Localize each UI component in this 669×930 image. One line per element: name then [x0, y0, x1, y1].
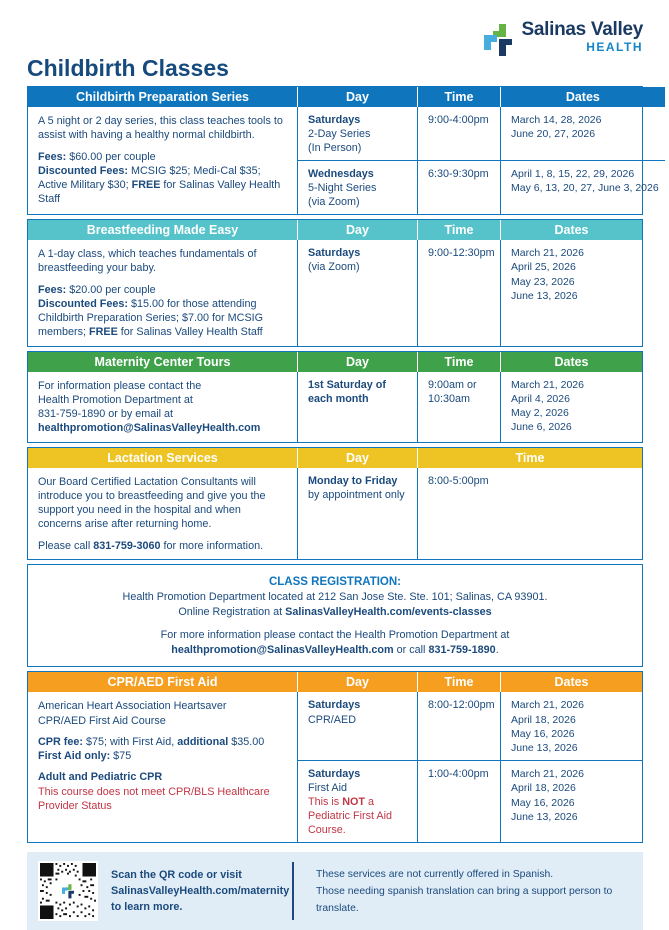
dates-cell	[500, 692, 642, 760]
section-title-lactation: Lactation Services	[28, 448, 297, 468]
call-suffix: for more information.	[160, 539, 264, 552]
day-cell	[297, 760, 417, 842]
cpr-warning-text: This course does not meet CPR/BLS Healthcare Provider Status	[38, 785, 270, 812]
registration-address: Health Promotion Department located at 212 San Jose Ste. Ste. 101; Salinas, CA 93901.	[122, 591, 548, 604]
column-header-time: Time	[417, 87, 500, 107]
warning-not: NOT	[342, 796, 365, 809]
registration-contact-line	[38, 643, 632, 658]
cpr-fee-mid: $75; with First Aid,	[83, 735, 178, 748]
section-childbirth-preparation	[27, 86, 659, 215]
registration-mid: or call	[393, 644, 429, 657]
class-description: CPR/AED First Aid Course	[38, 714, 166, 727]
pediatric-warning	[308, 795, 411, 837]
section-title-breastfeeding: Breastfeeding Made Easy	[28, 220, 297, 240]
section-description-cell	[28, 692, 297, 842]
date-line: June 13, 2026	[511, 289, 578, 302]
contact-line: Health Promotion Department at	[38, 393, 193, 406]
day-detail: by appointment only	[308, 488, 405, 501]
discounted-fees-label: Discounted Fees:	[38, 164, 128, 177]
fees-line	[38, 283, 287, 297]
time-cell: 9:00-4:00pm	[417, 107, 500, 160]
first-aid-label: First Aid only:	[38, 750, 111, 763]
column-header-day: Day	[297, 352, 417, 372]
cpr-note-block	[38, 770, 287, 813]
day-name: 1st Saturday of	[308, 378, 386, 391]
day-name: Wednesdays	[308, 168, 374, 181]
section-title-cpr: CPR/AED First Aid	[28, 672, 297, 692]
logo-wordmark	[522, 20, 644, 53]
time-cell: 8:00-12:00pm	[417, 692, 500, 760]
section-maternity-tours	[27, 351, 643, 443]
fees-value: $60.00 per couple	[66, 150, 156, 163]
day-detail: 2-Day Series	[308, 128, 371, 141]
call-prefix: Please call	[38, 539, 94, 552]
date-line: March 14, 28, 2026	[511, 114, 602, 126]
day-detail: CPR/AED	[308, 713, 356, 726]
day-cell	[297, 107, 417, 160]
section-cpr-first-aid	[27, 671, 643, 843]
cpr-fee-end: $35.00	[228, 735, 265, 748]
registration-heading: CLASS REGISTRATION:	[268, 575, 402, 588]
warning-prefix: This is	[308, 796, 343, 809]
column-header-time: Time	[417, 220, 500, 240]
day-name: Saturdays	[308, 114, 361, 126]
section-breastfeeding	[27, 219, 643, 347]
section-description-cell	[28, 107, 297, 214]
qr-caption	[111, 867, 290, 916]
spanish-note-line: Those needing spanish translation can bring a support person to translate.	[316, 885, 613, 914]
date-line: March 21, 2026	[511, 247, 584, 260]
column-header-day: Day	[297, 87, 417, 107]
day-cell	[297, 468, 417, 559]
page-header	[27, 18, 643, 86]
day-detail: 5-Night Series	[308, 182, 377, 195]
cpr-fee-line	[38, 735, 287, 749]
date-line: April 4, 2026	[511, 392, 570, 405]
day-cell	[297, 372, 417, 442]
day-name: Saturdays	[308, 768, 361, 781]
column-header-time: Time	[417, 352, 500, 372]
date-line: June 13, 2026	[511, 741, 578, 754]
column-header-dates: Dates	[500, 672, 642, 692]
column-header-dates: Dates	[500, 352, 642, 372]
date-line: June 13, 2026	[511, 810, 578, 823]
time-cell: 6:30-9:30pm	[417, 160, 500, 214]
maternity-url-link[interactable]: SalinasValleyHealth.com/maternity	[111, 885, 290, 898]
contact-email-link[interactable]: healthpromotion@SalinasValleyHealth.com	[38, 422, 261, 435]
section-description-cell	[28, 372, 297, 442]
first-aid-value: $75	[110, 750, 132, 763]
time-cell: 9:00am or 10:30am	[417, 372, 500, 442]
registration-link[interactable]: SalinasValleyHealth.com/events-classes	[285, 606, 492, 619]
fees-label: Fees:	[38, 283, 67, 296]
registration-email-link[interactable]: healthpromotion@SalinasValleyHealth.com	[171, 644, 394, 657]
discounted-fees-value: MCSIG $25; Medi-Cal $35; Active Military $30;	[38, 164, 261, 191]
qr-caption-line: Scan the QR code or visit	[111, 869, 242, 882]
section-title-maternity-tours: Maternity Center Tours	[28, 352, 297, 372]
page-title: Childbirth Classes	[27, 55, 229, 81]
adult-pediatric-line: Adult and Pediatric CPR	[38, 771, 163, 784]
qr-caption-line: to learn more.	[111, 901, 183, 914]
column-header-day: Day	[297, 448, 417, 468]
day-detail: (via Zoom)	[308, 196, 360, 209]
date-line: May 16, 2026	[511, 796, 575, 809]
date-line: May 16, 2026	[511, 727, 575, 740]
footer-banner	[27, 852, 643, 930]
spanish-note	[316, 866, 627, 917]
time-cell: 9:00-12:30pm	[417, 240, 500, 346]
registration-online-line	[38, 605, 632, 620]
contact-line: 831-759-1890 or by email at	[38, 408, 174, 421]
registration-info-line: For more information please contact the Health Promotion Department at	[160, 629, 510, 642]
first-aid-fee-line	[38, 749, 287, 763]
free-label: FREE	[131, 179, 161, 191]
fees-label: Fees:	[38, 150, 67, 163]
discounted-fees-value: $15.00 for those attending Childbirth Preparation Series; $7.00 for MCSIG members;	[38, 297, 264, 339]
section-title-childbirth-preparation: Childbirth Preparation Series	[28, 87, 297, 107]
date-line: June 6, 2026	[511, 421, 572, 434]
registration-phone: 831-759-1890	[428, 644, 496, 657]
class-registration-box	[27, 564, 643, 668]
spanish-note-line: These services are not currently offered in Spanish.	[316, 868, 554, 880]
discounted-fees-line	[38, 164, 287, 207]
cpr-fee-label: CPR fee:	[38, 735, 83, 748]
class-description: A 5 night or 2 day series, this class teaches tools to assist with having a healthy normal childbirth.	[38, 115, 283, 142]
date-line: April 18, 2026	[511, 713, 576, 726]
logo-cross-icon	[481, 22, 515, 58]
time-cell: 8:00-5:00pm	[417, 468, 642, 559]
class-description: Our Board Certified Lactation Consultants will introduce you to breastfeeding and give you the support you need in the hospital and when concerns arise after returning home.	[38, 475, 266, 531]
fees-line	[38, 150, 287, 164]
free-suffix: for Salinas Valley Health Staff	[38, 179, 281, 206]
registration-online-prefix: Online Registration at	[178, 606, 286, 619]
fees-block	[38, 283, 287, 340]
qr-code	[38, 861, 98, 921]
dates-cell	[500, 160, 665, 214]
column-header-day: Day	[297, 220, 417, 240]
call-line	[38, 539, 287, 553]
qr-code-icon	[40, 863, 96, 919]
cpr-fee-additional: additional	[177, 735, 229, 748]
column-header-dates: Dates	[500, 220, 642, 240]
time-cell: 1:00-4:00pm	[417, 760, 500, 842]
fees-block	[38, 735, 287, 764]
footer-divider	[292, 862, 294, 920]
date-line: May 2, 2026	[511, 407, 569, 420]
logo-name: Salinas Valley	[521, 19, 643, 40]
date-line: March 21, 2026	[511, 699, 584, 712]
salinas-valley-health-logo	[481, 20, 644, 58]
column-header-time: Time	[417, 672, 500, 692]
date-line: March 21, 2026	[511, 768, 584, 781]
contact-line: For information please contact the	[38, 379, 202, 392]
section-lactation-services	[27, 447, 643, 560]
day-name: Saturdays	[308, 247, 361, 260]
warning-suffix: a Pediatric First Aid Course.	[308, 796, 393, 837]
registration-end: .	[495, 644, 499, 657]
day-detail: (via Zoom)	[308, 261, 360, 274]
free-suffix: for Salinas Valley Health Staff	[117, 326, 263, 339]
discounted-fees-label: Discounted Fees:	[38, 297, 128, 310]
dates-cell	[500, 760, 642, 842]
column-header-day: Day	[297, 672, 417, 692]
day-detail: (In Person)	[308, 142, 362, 155]
dates-cell	[500, 107, 665, 160]
date-line: April 18, 2026	[511, 782, 576, 795]
logo-subname: HEALTH	[586, 40, 643, 54]
date-line: March 21, 2026	[511, 378, 584, 391]
class-description: American Heart Association Heartsaver	[38, 700, 227, 713]
date-line: May 6, 13, 20, 27, June 3, 2026	[511, 182, 659, 195]
fees-value: $20.00 per couple	[66, 283, 156, 296]
day-name: Saturdays	[308, 699, 361, 712]
date-line: June 20, 27, 2026	[511, 128, 596, 141]
day-detail: First Aid	[308, 782, 347, 795]
discounted-fees-line	[38, 297, 287, 340]
column-header-time: Time	[417, 448, 642, 468]
day-cell	[297, 692, 417, 760]
phone-number: 831-759-3060	[93, 539, 161, 552]
section-description-cell	[28, 468, 297, 559]
day-cell	[297, 160, 417, 214]
day-name: each month	[308, 392, 369, 405]
date-line: April 1, 8, 15, 22, 29, 2026	[511, 168, 635, 181]
day-name: Monday to Friday	[308, 474, 398, 487]
free-label: FREE	[89, 326, 118, 339]
class-description: A 1-day class, which teaches fundamentals of breastfeeding your baby.	[38, 248, 257, 275]
date-line: May 23, 2026	[511, 275, 575, 288]
dates-cell	[500, 372, 642, 442]
column-header-dates: Dates	[500, 87, 665, 107]
dates-cell	[500, 240, 642, 346]
fees-block	[38, 150, 287, 207]
date-line: April 25, 2026	[511, 261, 576, 274]
day-cell	[297, 240, 417, 346]
section-description-cell	[28, 240, 297, 346]
